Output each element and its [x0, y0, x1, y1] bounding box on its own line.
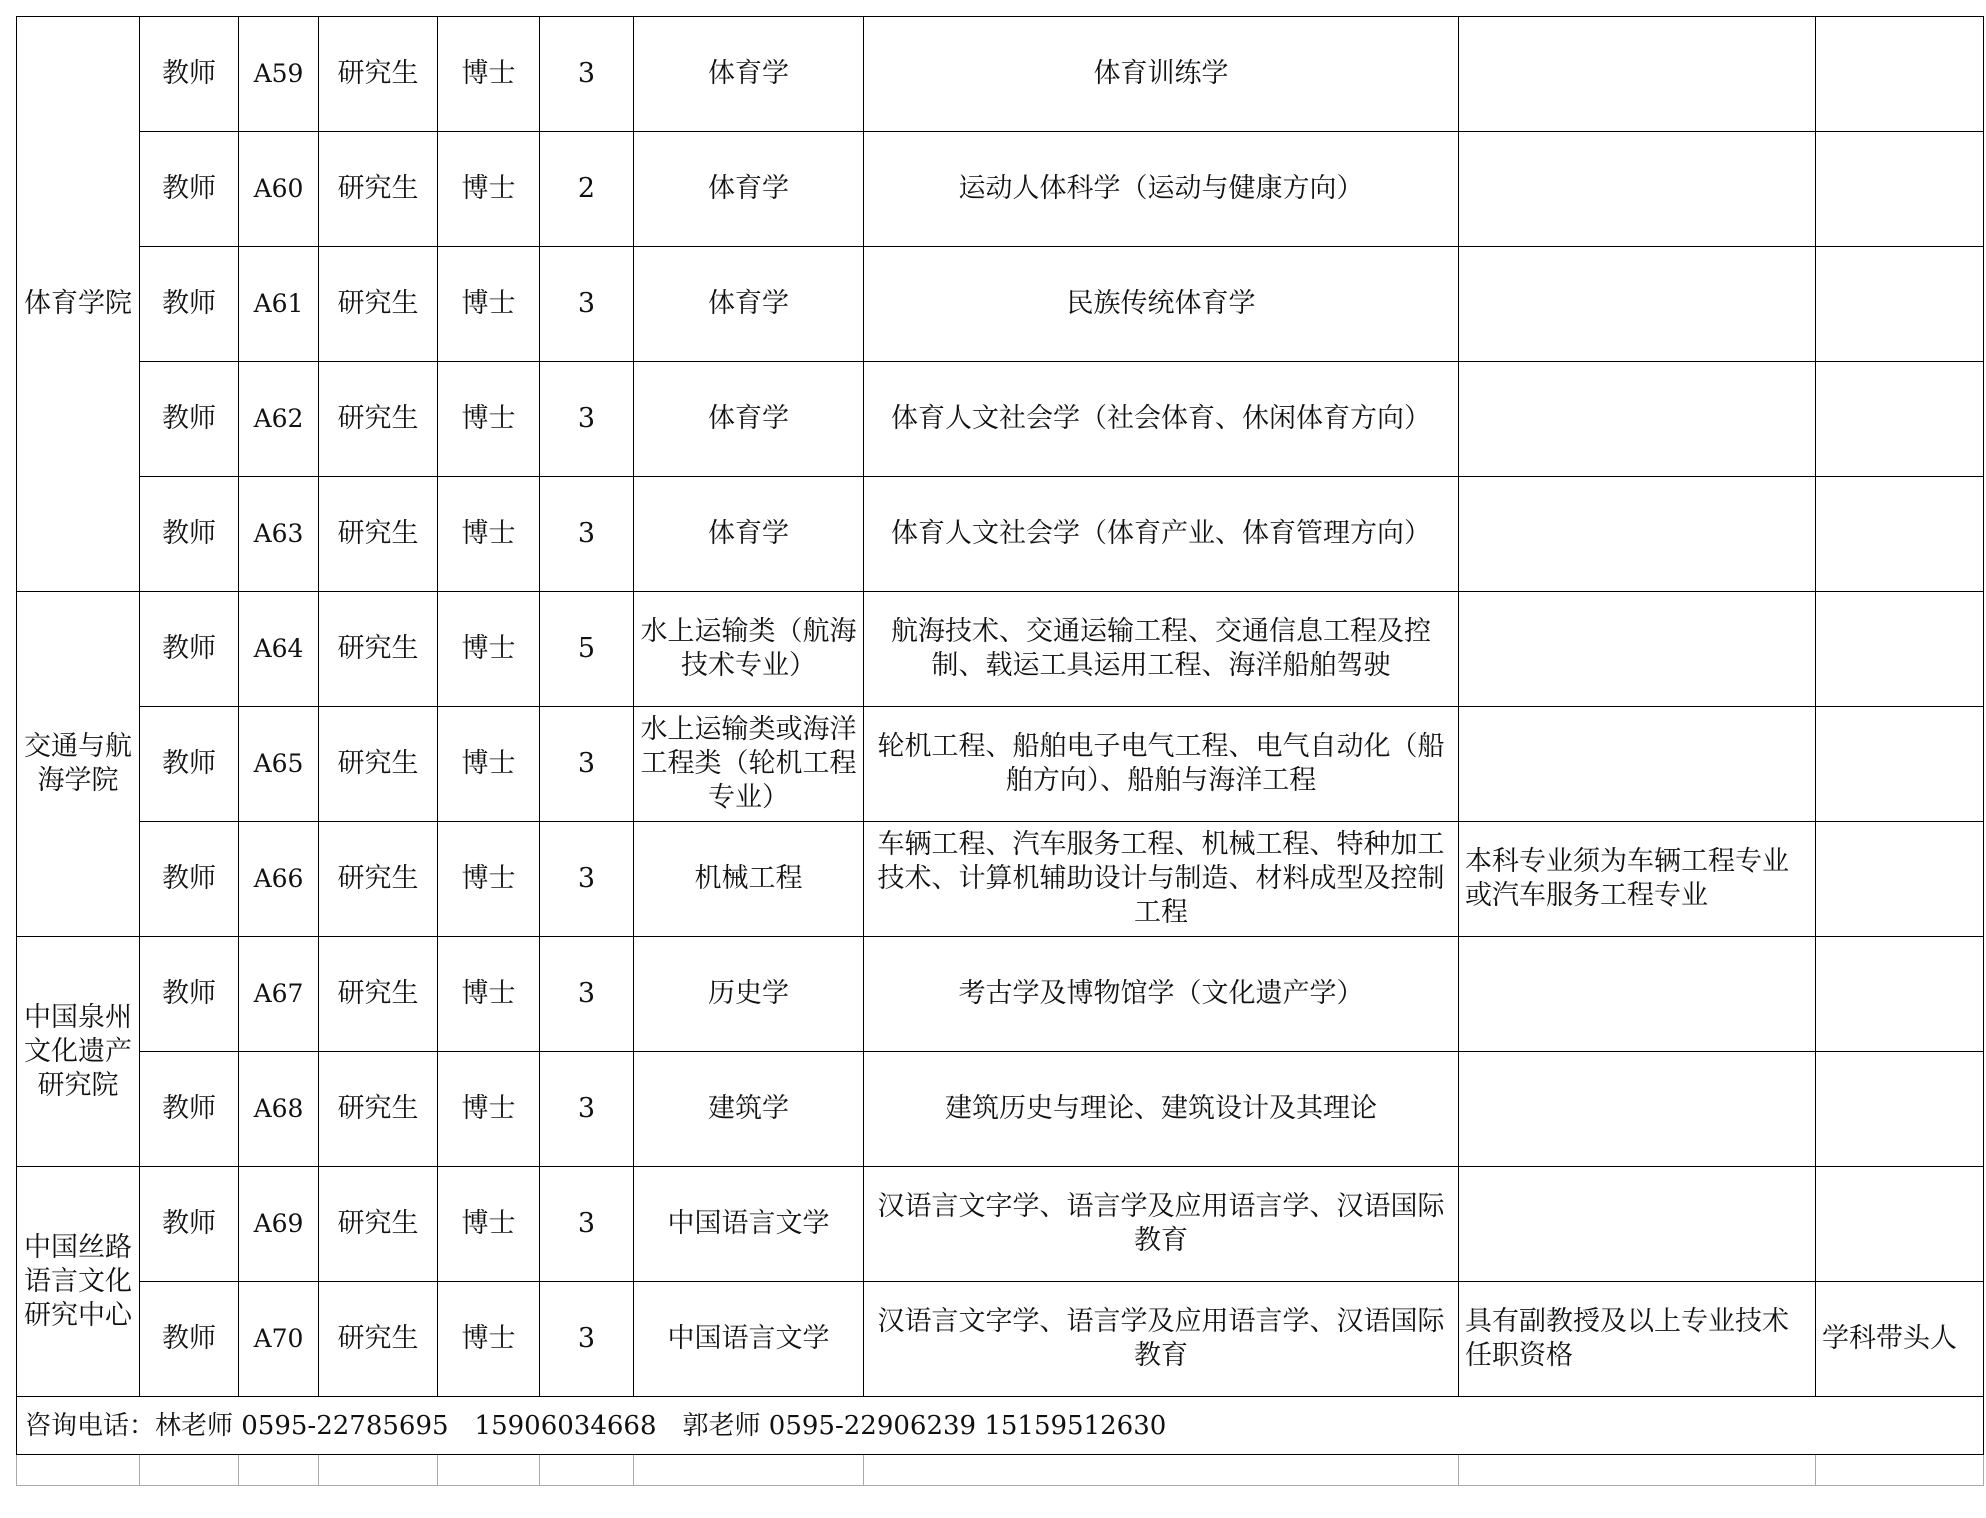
requirement-cell: [1459, 707, 1816, 822]
major-cell: 民族传统体育学: [864, 247, 1459, 362]
unit-cell: 体育学院: [17, 17, 140, 592]
blank-cell: [864, 1455, 1459, 1486]
blank-cell: [1459, 1455, 1816, 1486]
requirement-cell: 本科专业须为车辆工程专业或汽车服务工程专业: [1459, 822, 1816, 937]
note-cell: [1816, 592, 1984, 707]
post-cell: 教师: [140, 822, 239, 937]
requirement-cell: [1459, 362, 1816, 477]
education-cell: 研究生: [319, 1167, 438, 1282]
table-row: [17, 592, 1984, 707]
table-row: [17, 132, 1984, 247]
education-cell: 研究生: [319, 707, 438, 822]
requirement-cell: [1459, 1167, 1816, 1282]
table-row: [17, 1167, 1984, 1282]
post-cell: 教师: [140, 1052, 239, 1167]
table-row: [17, 477, 1984, 592]
headcount-cell: 3: [540, 707, 634, 822]
discipline-cell: 历史学: [634, 937, 864, 1052]
major-cell: 考古学及博物馆学（文化遗产学）: [864, 937, 1459, 1052]
position-code-cell: A65: [239, 707, 319, 822]
education-cell: 研究生: [319, 592, 438, 707]
major-cell: 车辆工程、汽车服务工程、机械工程、特种加工技术、计算机辅助设计与制造、材料成型及控制工程: [864, 822, 1459, 937]
education-cell: 研究生: [319, 362, 438, 477]
blank-cell: [1816, 1455, 1984, 1486]
discipline-cell: 水上运输类（航海技术专业）: [634, 592, 864, 707]
table-row: [17, 707, 1984, 822]
discipline-cell: 建筑学: [634, 1052, 864, 1167]
headcount-cell: 3: [540, 362, 634, 477]
post-cell: 教师: [140, 132, 239, 247]
discipline-cell: 中国语言文学: [634, 1167, 864, 1282]
position-code-cell: A68: [239, 1052, 319, 1167]
position-code-cell: A64: [239, 592, 319, 707]
major-cell: 航海技术、交通运输工程、交通信息工程及控制、载运工具运用工程、海洋船舶驾驶: [864, 592, 1459, 707]
requirement-cell: [1459, 132, 1816, 247]
education-cell: 研究生: [319, 1282, 438, 1397]
discipline-cell: 体育学: [634, 477, 864, 592]
note-cell: [1816, 1167, 1984, 1282]
degree-cell: 博士: [438, 362, 540, 477]
post-cell: 教师: [140, 247, 239, 362]
headcount-cell: 3: [540, 17, 634, 132]
post-cell: 教师: [140, 1167, 239, 1282]
table-row: [17, 362, 1984, 477]
headcount-cell: 3: [540, 822, 634, 937]
major-cell: 运动人体科学（运动与健康方向）: [864, 132, 1459, 247]
requirement-cell: [1459, 937, 1816, 1052]
note-cell: [1816, 937, 1984, 1052]
degree-cell: 博士: [438, 937, 540, 1052]
degree-cell: 博士: [438, 1052, 540, 1167]
position-code-cell: A70: [239, 1282, 319, 1397]
degree-cell: 博士: [438, 247, 540, 362]
post-cell: 教师: [140, 1282, 239, 1397]
headcount-cell: 3: [540, 1167, 634, 1282]
major-cell: 建筑历史与理论、建筑设计及其理论: [864, 1052, 1459, 1167]
note-cell: [1816, 247, 1984, 362]
post-cell: 教师: [140, 477, 239, 592]
education-cell: 研究生: [319, 477, 438, 592]
blank-cell: [239, 1455, 319, 1486]
note-cell: [1816, 1052, 1984, 1167]
requirement-cell: [1459, 477, 1816, 592]
degree-cell: 博士: [438, 592, 540, 707]
discipline-cell: 机械工程: [634, 822, 864, 937]
major-cell: 汉语言文字学、语言学及应用语言学、汉语国际教育: [864, 1167, 1459, 1282]
table-row: [17, 247, 1984, 362]
requirement-cell: 具有副教授及以上专业技术任职资格: [1459, 1282, 1816, 1397]
education-cell: 研究生: [319, 822, 438, 937]
headcount-cell: 3: [540, 937, 634, 1052]
degree-cell: 博士: [438, 1167, 540, 1282]
note-cell: [1816, 362, 1984, 477]
recruitment-table: [16, 16, 1984, 1486]
position-code-cell: A59: [239, 17, 319, 132]
blank-cell: [540, 1455, 634, 1486]
education-cell: 研究生: [319, 247, 438, 362]
blank-cell: [140, 1455, 239, 1486]
major-cell: 体育人文社会学（体育产业、体育管理方向）: [864, 477, 1459, 592]
degree-cell: 博士: [438, 132, 540, 247]
position-code-cell: A60: [239, 132, 319, 247]
position-code-cell: A66: [239, 822, 319, 937]
degree-cell: 博士: [438, 1282, 540, 1397]
headcount-cell: 3: [540, 1282, 634, 1397]
requirement-cell: [1459, 1052, 1816, 1167]
major-cell: 轮机工程、船舶电子电气工程、电气自动化（船舶方向）、船舶与海洋工程: [864, 707, 1459, 822]
degree-cell: 博士: [438, 822, 540, 937]
discipline-cell: 体育学: [634, 17, 864, 132]
headcount-cell: 5: [540, 592, 634, 707]
post-cell: 教师: [140, 937, 239, 1052]
headcount-cell: 3: [540, 1052, 634, 1167]
education-cell: 研究生: [319, 17, 438, 132]
unit-cell: 中国泉州文化遗产研究院: [17, 937, 140, 1167]
post-cell: 教师: [140, 17, 239, 132]
position-code-cell: A63: [239, 477, 319, 592]
education-cell: 研究生: [319, 132, 438, 247]
post-cell: 教师: [140, 362, 239, 477]
discipline-cell: 体育学: [634, 132, 864, 247]
major-cell: 体育训练学: [864, 17, 1459, 132]
headcount-cell: 3: [540, 247, 634, 362]
footer-row: [17, 1397, 1984, 1455]
blank-cell: [634, 1455, 864, 1486]
discipline-cell: 体育学: [634, 362, 864, 477]
table-row: [17, 1052, 1984, 1167]
major-cell: 汉语言文字学、语言学及应用语言学、汉语国际教育: [864, 1282, 1459, 1397]
degree-cell: 博士: [438, 707, 540, 822]
blank-cell: [438, 1455, 540, 1486]
discipline-cell: 体育学: [634, 247, 864, 362]
table-row: [17, 937, 1984, 1052]
post-cell: 教师: [140, 707, 239, 822]
unit-cell: 中国丝路语言文化研究中心: [17, 1167, 140, 1397]
position-code-cell: A62: [239, 362, 319, 477]
table-row: [17, 1282, 1984, 1397]
blank-row: [17, 1455, 1984, 1486]
contact-info: 咨询电话：林老师 0595-22785695 15906034668 郭老师 0595-22906239 15159512630: [17, 1397, 1984, 1455]
degree-cell: 博士: [438, 477, 540, 592]
note-cell: [1816, 17, 1984, 132]
position-code-cell: A61: [239, 247, 319, 362]
major-cell: 体育人文社会学（社会体育、休闲体育方向）: [864, 362, 1459, 477]
table-row: [17, 822, 1984, 937]
discipline-cell: 水上运输类或海洋工程类（轮机工程专业）: [634, 707, 864, 822]
table-body: [17, 17, 1984, 1486]
unit-cell: 交通与航海学院: [17, 592, 140, 937]
note-cell: 学科带头人: [1816, 1282, 1984, 1397]
blank-cell: [319, 1455, 438, 1486]
note-cell: [1816, 132, 1984, 247]
degree-cell: 博士: [438, 17, 540, 132]
position-code-cell: A69: [239, 1167, 319, 1282]
note-cell: [1816, 822, 1984, 937]
position-code-cell: A67: [239, 937, 319, 1052]
education-cell: 研究生: [319, 1052, 438, 1167]
discipline-cell: 中国语言文学: [634, 1282, 864, 1397]
note-cell: [1816, 477, 1984, 592]
table-row: [17, 17, 1984, 132]
blank-cell: [17, 1455, 140, 1486]
requirement-cell: [1459, 247, 1816, 362]
note-cell: [1816, 707, 1984, 822]
education-cell: 研究生: [319, 937, 438, 1052]
requirement-cell: [1459, 17, 1816, 132]
post-cell: 教师: [140, 592, 239, 707]
requirement-cell: [1459, 592, 1816, 707]
headcount-cell: 2: [540, 132, 634, 247]
headcount-cell: 3: [540, 477, 634, 592]
